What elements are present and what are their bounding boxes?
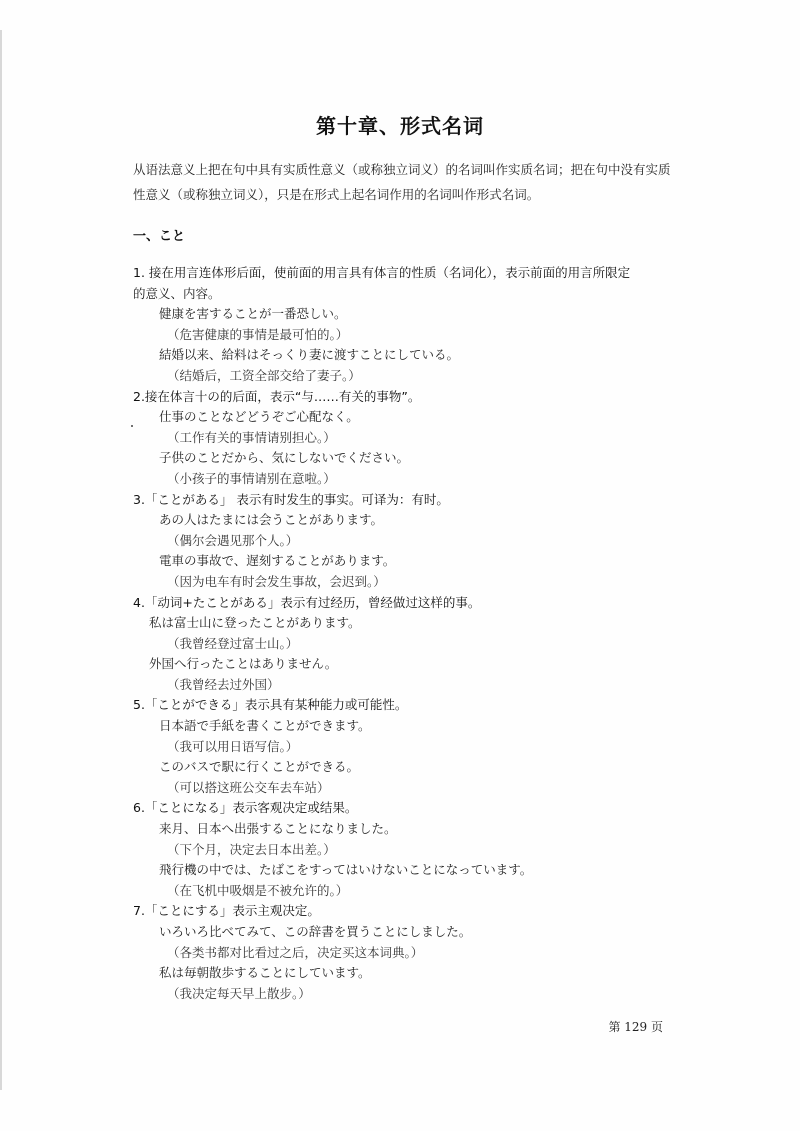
example-translation: （小孩子的事情请别在意啦。） bbox=[167, 470, 336, 486]
example-translation: （我曾经去过外国） bbox=[167, 676, 280, 692]
example-translation: （因为电车有时会发生事故，会迟到。） bbox=[167, 573, 386, 589]
section-heading: 一、こと bbox=[133, 229, 186, 244]
example-translation: （各类书都对比看过之后，决定买这本词典。） bbox=[167, 944, 424, 960]
example-translation: （工作有关的事情请别担心。） bbox=[167, 429, 336, 445]
rule-item-continuation: 的意义、内容。 bbox=[133, 285, 221, 301]
example-japanese: あの人はたまには会うことがあります。 bbox=[159, 512, 384, 528]
example-japanese: 日本語で手紙を書くことができます。 bbox=[159, 718, 371, 734]
example-japanese: 外国へ行ったことはありません。 bbox=[149, 656, 338, 672]
example-japanese: 電車の事故で、遅刻することがあります。 bbox=[159, 553, 396, 569]
example-translation: （结婚后，工资全部交给了妻子。） bbox=[167, 367, 361, 383]
page-number: 第 129 页 bbox=[608, 1020, 663, 1034]
content-body bbox=[133, 263, 678, 1004]
example-japanese: 私は毎朝散歩することにしています。 bbox=[159, 965, 371, 981]
example-translation: （危害健康的事情是最可怕的。） bbox=[167, 326, 349, 342]
rule-item: 4.「动词+たことがある」表示有过经历，曾经做过这样的事。 bbox=[133, 594, 481, 610]
example-japanese: 仕事のことなどどうぞご心配なく。 bbox=[159, 409, 359, 425]
example-translation: （可以搭这班公交车去车站） bbox=[167, 779, 330, 795]
intro-paragraph: 从语法意义上把在句中具有实质性意义（或称独立词义）的名词叫作实质名词；把在句中没有实质性意义（或称独立词义），只是在形式上起名词作用的名词叫作形式名词。 bbox=[133, 162, 671, 202]
example-translation: （我可以用日语写信。） bbox=[167, 738, 299, 754]
rule-item: 2.接在体言十の的后面，表示“与……有关的事物”。 bbox=[133, 388, 421, 404]
example-translation: （偶尔会遇见那个人。） bbox=[167, 532, 299, 548]
example-japanese: 健康を害することが一番恐しい。 bbox=[159, 306, 347, 322]
example-translation: （我曾经登过富士山。） bbox=[167, 635, 299, 651]
example-japanese: 来月、日本へ出張することになりました。 bbox=[159, 821, 397, 837]
chapter-title: 第十章、形式名词 bbox=[316, 114, 484, 138]
rule-item: 7.「ことにする」表示主观决定。 bbox=[133, 903, 320, 919]
example-japanese: このバスで駅に行くことができる。 bbox=[159, 759, 360, 775]
example-japanese: 私は富士山に登ったことがあります。 bbox=[149, 615, 361, 631]
example-translation: （在飞机中吸烟是不被允许的。） bbox=[167, 882, 349, 898]
rule-item: 6.「ことになる」表示客观决定或结果。 bbox=[133, 800, 358, 816]
example-translation: （我决定每天早上散步。） bbox=[167, 985, 311, 1001]
rule-item: 1. 接在用言连体形后面，使前面的用言具有体言的性质（名词化），表示前面的用言所限定 bbox=[133, 265, 631, 280]
rule-item: 3.「ことがある」 表示有时发生的事实。可译为：有时。 bbox=[133, 491, 449, 507]
example-japanese: 飛行機の中では、たばこをすってはいけないことになっています。 bbox=[159, 862, 533, 878]
rule-item: 5.「ことができる」表示具有某种能力或可能性。 bbox=[133, 697, 408, 713]
example-japanese: 結婚以来、給料はそっくり妻に渡すことにしている。 bbox=[159, 347, 460, 363]
scan-edge bbox=[0, 30, 2, 1090]
example-japanese: 子供のことだから、気にしないでください。 bbox=[159, 450, 410, 466]
example-translation: （下个月，决定去日本出差。） bbox=[167, 841, 336, 857]
example-japanese: いろいろ比べてみて、この辞書を買うことにしました。 bbox=[159, 924, 472, 939]
